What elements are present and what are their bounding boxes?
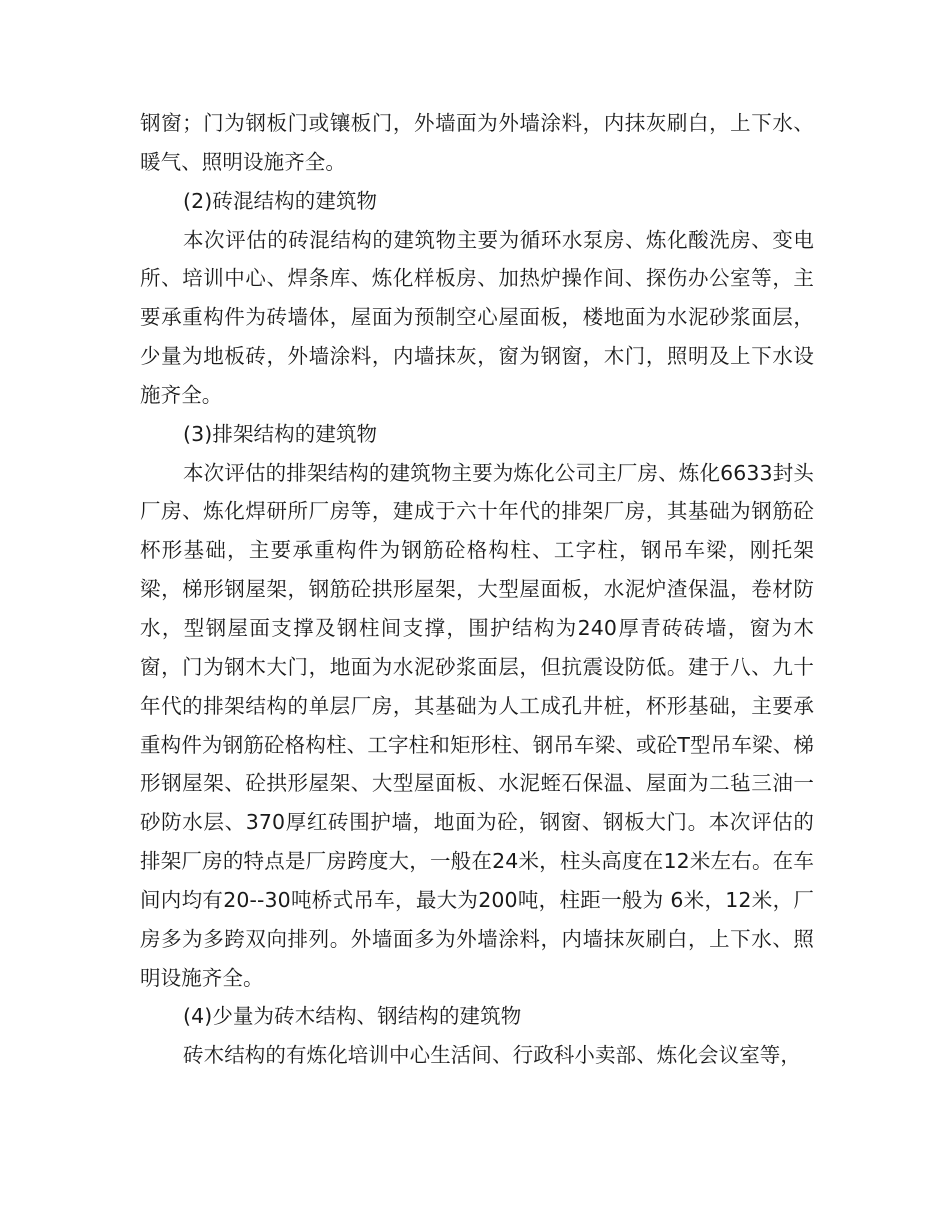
paragraph-brick-wood: 砖木结构的有炼化培训中心生活间、行政科小卖部、炼化会议室等，	[183, 1043, 801, 1068]
section-heading-brick-wood-steel: (4)少量为砖木结构、钢结构的建筑物	[183, 1004, 522, 1029]
paragraph-bent-frame: 本次评估的排架结构的建筑物主要为炼化公司主厂房、炼化6633封头厂房、炼化焊研所厂房等，建成于六十年代的排架厂房，其基础为钢筋砼杯形基础，主要承重构件为钢筋砼格构柱、工字柱，钢吊车梁，刚托架梁，梯形钢屋架，钢筋砼拱形屋架，大型屋面板，水泥炉渣保温，卷材防水，型钢屋面支撑及钢柱间支撑，围护结构为240厚青砖砖墙，窗为木窗，门为钢木大门，地面为水泥砂浆面层，但抗震设防低。建于八、九十年代的排架结构的单层厂房，其基础为人工成孔井桩，杯形基础，主要承重构件为钢筋砼格构柱、工字柱和矩形柱、钢吊车梁、或砼T型吊车梁、梯形钢屋架、砼拱形屋架、大型屋面板、水泥蛭石保温、屋面为二毡三油一砂防水层、370厚红砖围护墙，地面为砼，钢窗、钢板大门。本次评估的排架厂房的特点是厂房跨度大，一般在24米，柱头高度在12米左右。在车间内均有20--30吨桥式吊车，最大为200吨，柱距一般为 6米，12米，厂房多为多跨双向排列。外墙面多为外墙涂料，内墙抹灰刷白，上下水、照明设施齐全。	[140, 460, 814, 990]
paragraph-continuation: 钢窗；门为钢板门或镶板门，外墙面为外墙涂料，内抹灰刷白，上下水、暖气、照明设施齐全。	[140, 111, 814, 174]
paragraph-brick-concrete: 本次评估的砖混结构的建筑物主要为循环水泵房、炼化酸洗房、变电所、培训中心、焊条库、炼化样板房、加热炉操作间、探伤办公室等，主要承重构件为砖墙体，屋面为预制空心屋面板，楼地面为水泥砂浆面层，少量为地板砖，外墙涂料，内墙抹灰，窗为钢窗，木门，照明及上下水设施齐全。	[140, 227, 814, 407]
section-heading-bent-frame: (3)排架结构的建筑物	[183, 421, 378, 446]
section-heading-brick-concrete: (2)砖混结构的建筑物	[183, 188, 378, 213]
document-page	[140, 104, 814, 1075]
